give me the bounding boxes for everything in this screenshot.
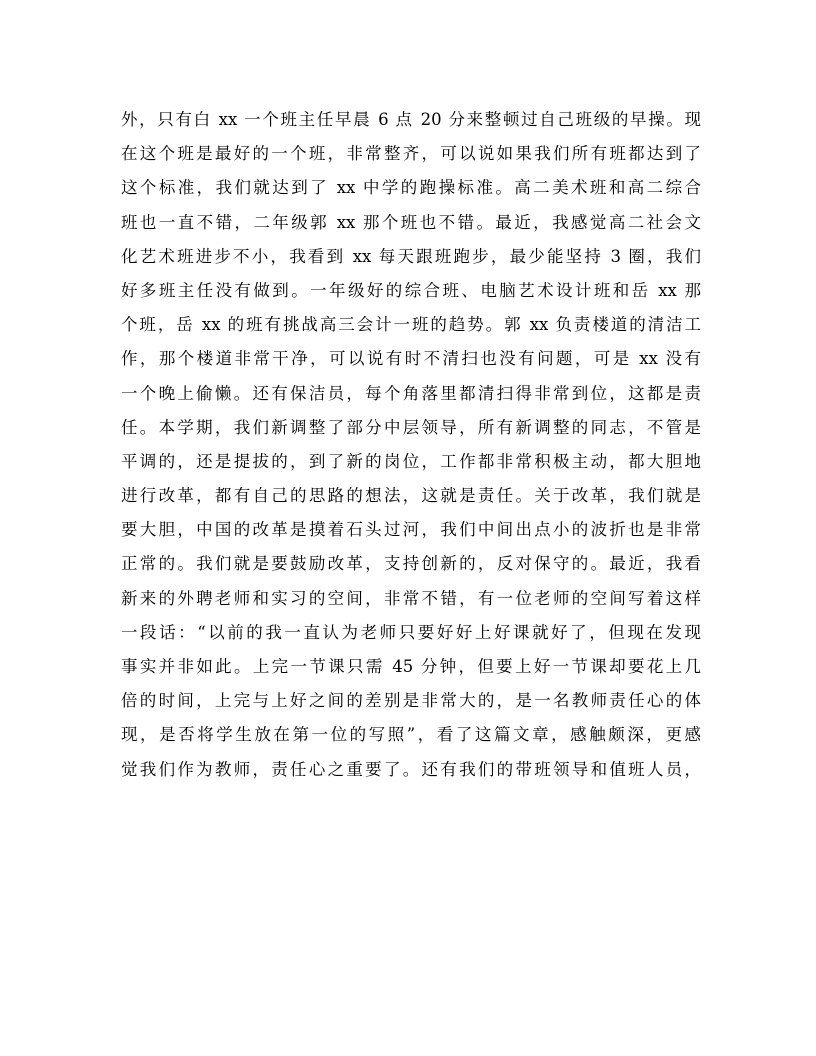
text-line: 要大胆，中国的改革是摸着石头过河，我们中间出点小的波折也是非常 bbox=[121, 520, 701, 540]
body-text bbox=[121, 103, 701, 787]
text-line: 事实并非如此。上完一节课只需 45 分钟，但要上好一节课却要花上几 bbox=[121, 657, 701, 676]
text-line: 正常的。我们就是要鼓励改革，支持创新的，反对保守的。最近，我看 bbox=[121, 554, 701, 574]
text-line: 个班，岳 xx 的班有挑战高三会计一班的趋势。郭 xx 负责楼道的清洁工 bbox=[121, 315, 701, 335]
text-line: 好多班主任没有做到。一年级好的综合班、电脑艺术设计班和岳 xx 那 bbox=[121, 280, 701, 300]
text-line: 倍的时间，上完与上好之间的差别是非常大的，是一名教师责任心的体 bbox=[121, 691, 701, 711]
text-line: 一个晚上偷懒。还有保洁员，每个角落里都清扫得非常到位，这都是责 bbox=[121, 383, 701, 403]
text-line: 新来的外聘老师和实习的空间，非常不错，有一位老师的空间写着这样 bbox=[121, 588, 701, 608]
text-line: 任。本学期，我们新调整了部分中层领导，所有新调整的同志，不管是 bbox=[121, 417, 701, 437]
text-line: 化艺术班进步不小，我看到 xx 每天跟班跑步，最少能坚持 3 圈，我们 bbox=[121, 246, 701, 266]
text-line: 觉我们作为教师，责任心之重要了。还有我们的带班领导和值班人员， bbox=[121, 759, 701, 779]
text-line: 一段话：“以前的我一直认为老师只要好好上好课就好了，但现在发现 bbox=[121, 622, 701, 642]
text-line: 班也一直不错，二年级郭 xx 那个班也不错。最近，我感觉高二社会文 bbox=[121, 212, 701, 232]
text-line: 作，那个楼道非常干净，可以说有时不清扫也没有问题，可是 xx 没有 bbox=[121, 349, 701, 369]
text-line: 外，只有白 xx 一个班主任早晨 6 点 20 分来整顿过自己班级的早操。现 bbox=[121, 110, 701, 129]
text-line: 这个标准，我们就达到了 xx 中学的跑操标准。高二美术班和高二综合 bbox=[121, 178, 701, 198]
text-line: 现，是否将学生放在第一位的写照”，看了这篇文章，感触颇深，更感 bbox=[121, 725, 701, 745]
text-line: 在这个班是最好的一个班，非常整齐，可以说如果我们所有班都达到了 bbox=[121, 144, 701, 164]
text-line: 进行改革，都有自己的思路的想法，这就是责任。关于改革，我们就是 bbox=[121, 486, 701, 506]
text-line: 平调的，还是提拔的，到了新的岗位，工作都非常积极主动，都大胆地 bbox=[121, 451, 701, 471]
